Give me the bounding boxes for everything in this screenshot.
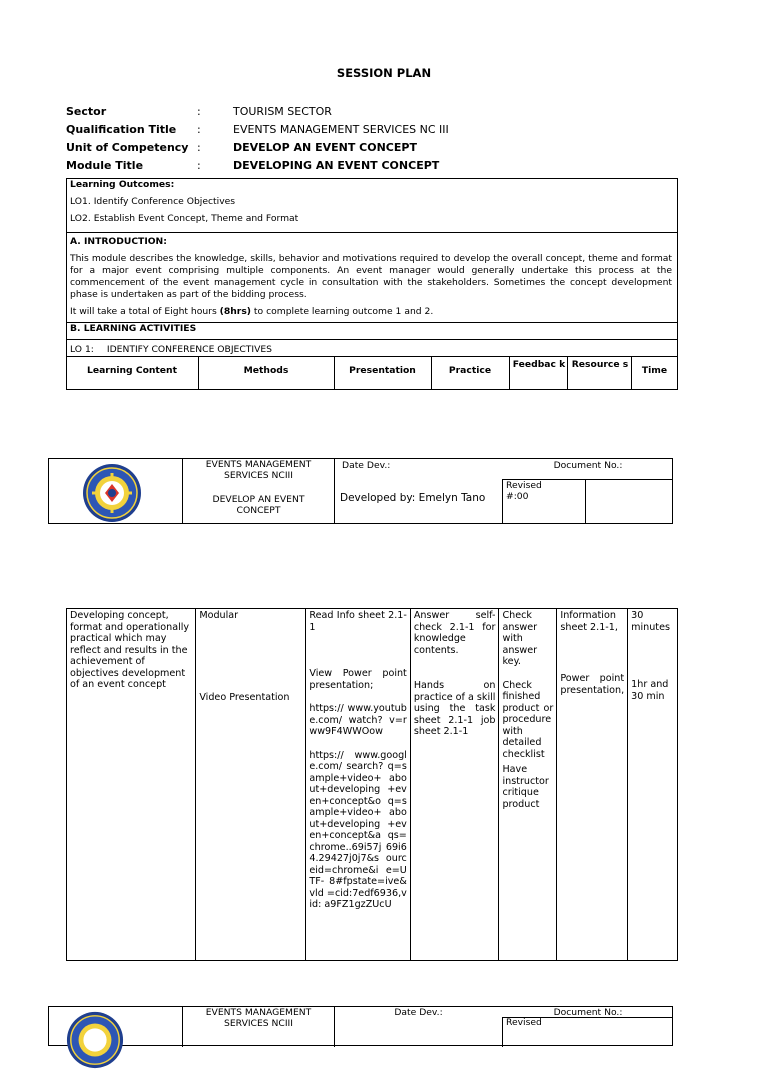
footer-unit-line: DEVELOP AN EVENT	[212, 494, 305, 505]
outcome-lo1: LO1. Identify Conference Objectives	[70, 196, 236, 207]
meta-value: TOURISM SECTOR	[233, 105, 332, 118]
footer-revision: #:00	[506, 491, 529, 502]
footer-document-no: Document No.:	[553, 1007, 623, 1018]
page-title: SESSION PLAN	[336, 66, 432, 80]
meta-label: Qualification Title	[66, 123, 177, 136]
resource-item: Power point presentation,	[560, 673, 625, 696]
footer-unit	[183, 494, 334, 516]
intro-hours	[70, 306, 672, 318]
footer-revised: Revised	[506, 1017, 542, 1028]
cell-content	[67, 609, 196, 961]
page-footer	[48, 1006, 673, 1046]
time-item: 1hr and 30 min	[631, 679, 669, 702]
footer-org-line: EVENTS MANAGEMENT	[205, 1007, 312, 1018]
col-head-time: Time	[641, 365, 668, 376]
col-divider	[567, 356, 568, 390]
cell-methods	[196, 609, 306, 961]
meta-value: DEVELOP AN EVENT CONCEPT	[233, 141, 417, 154]
meta-value: EVENTS MANAGEMENT SERVICES NC III	[233, 123, 449, 136]
footer-developer: Developed by: Emelyn Tano	[340, 492, 486, 504]
tesda-logo-icon	[65, 1010, 125, 1074]
hours-bold: (8hrs)	[219, 306, 252, 317]
lo1-title: IDENTIFY CONFERENCE OBJECTIVES	[106, 344, 273, 355]
presentation-item: View Power point presentation;	[309, 668, 407, 691]
table-row	[67, 609, 678, 961]
intro-body: This module describes the knowledge, skills, behavior and motivations required to develop the overall concept, theme and format for a major event comprising multiple components. An event manager would generally undertake this process at the commencement of the event management cycle in consultation with the stakeholders. Sometimes the concept development phase is undertaken as part of the bidding process.	[70, 253, 672, 300]
tesda-logo-icon	[81, 462, 143, 528]
hours-text: It will take a total of Eight hours	[70, 306, 220, 317]
meta-colon: :	[197, 123, 201, 136]
meta-colon: :	[197, 105, 201, 118]
hours-text-end: to complete learning outcome 1 and 2.	[251, 306, 434, 317]
divider	[66, 339, 678, 340]
footer-divider	[585, 479, 586, 523]
footer-org-line: SERVICES NCIII	[224, 1018, 293, 1029]
footer-date-dev: Date Dev.:	[394, 1007, 443, 1018]
cell-time	[628, 609, 678, 961]
content-text: Developing concept, format and operationally practical which may reflect and results in the achievement of objectives development of an event concept	[70, 610, 190, 690]
presentation-item: Read Info sheet 2.1-1	[309, 610, 407, 633]
resource-item: Information sheet 2.1-1,	[560, 610, 618, 633]
activities-table	[66, 608, 678, 961]
footer-org-line: EVENTS MANAGEMENT	[205, 459, 312, 470]
cell-practice	[410, 609, 499, 961]
footer-divider	[334, 459, 335, 523]
time-item: 30 minutes	[631, 610, 670, 633]
col-head-presentation: Presentation	[349, 365, 416, 376]
feedback-item: Check finished product or procedure with detailed checklist	[502, 679, 554, 760]
video-link[interactable]: https:// www.youtube.com/ watch? v=rww9F4WWOow	[309, 703, 407, 737]
practice-item: Hands on practice of a skill using the task sheet 2.1-1 job sheet 2.1-1	[413, 680, 496, 737]
feedback-item: Have instructor critique product	[502, 764, 549, 810]
cell-resources	[557, 609, 628, 961]
intro-heading: A. INTRODUCTION:	[70, 236, 167, 247]
col-head-content: Learning Content	[87, 365, 177, 376]
col-divider	[509, 356, 510, 390]
feedback-item: Check answer with answer key.	[502, 610, 538, 667]
meta-colon: :	[197, 141, 201, 154]
outcome-lo2: LO2. Establish Event Concept, Theme and Format	[70, 213, 299, 224]
footer-divider	[502, 1017, 503, 1047]
col-head-feedback: Feedbac k	[512, 359, 566, 370]
meta-value: DEVELOPING AN EVENT CONCEPT	[233, 159, 440, 172]
practice-item: Answer self-check 2.1-1 for knowledge contents.	[413, 610, 496, 656]
outcomes-heading: Learning Outcomes:	[70, 179, 175, 190]
page-footer	[48, 458, 673, 524]
meta-label: Sector	[66, 105, 107, 118]
meta-label: Module Title	[66, 159, 144, 172]
col-head-practice: Practice	[448, 365, 492, 376]
cell-feedback	[499, 609, 557, 961]
lo1-row	[70, 344, 272, 356]
divider	[66, 356, 678, 357]
footer-org	[183, 459, 334, 481]
meta-label: Unit of Competency	[66, 141, 189, 154]
divider	[66, 232, 678, 233]
footer-unit-line: CONCEPT	[236, 505, 281, 516]
col-head-resources: Resource s	[571, 359, 629, 370]
method-item: Video Presentation	[199, 691, 290, 703]
activities-heading: B. LEARNING ACTIVITIES	[70, 323, 197, 334]
method-item: Modular	[199, 610, 239, 621]
lo1-label: LO 1:	[70, 344, 94, 355]
footer-date-dev: Date Dev.:	[342, 460, 391, 471]
footer-revised: Revised	[506, 480, 542, 491]
footer-org-line: SERVICES NCIII	[224, 470, 293, 481]
meta-colon: :	[197, 159, 201, 172]
search-link[interactable]: https:// www.google.com/ search? q=sample+video+ about+developing +even+concept&o q=sample+video+ about+developing +even+concept&a qs=chrome..69i57j 69i64.29427j0j7&s ourceid=chrome&i e=UTF- 8#fpstate=ive&vld =cid:7edf6936,vid: a9FZ1gzZUcU	[309, 749, 407, 910]
col-head-methods: Methods	[243, 365, 289, 376]
cell-presentation	[306, 609, 410, 961]
footer-divider	[502, 479, 503, 523]
footer-org	[183, 1007, 334, 1029]
footer-document-no: Document No.:	[553, 460, 623, 471]
